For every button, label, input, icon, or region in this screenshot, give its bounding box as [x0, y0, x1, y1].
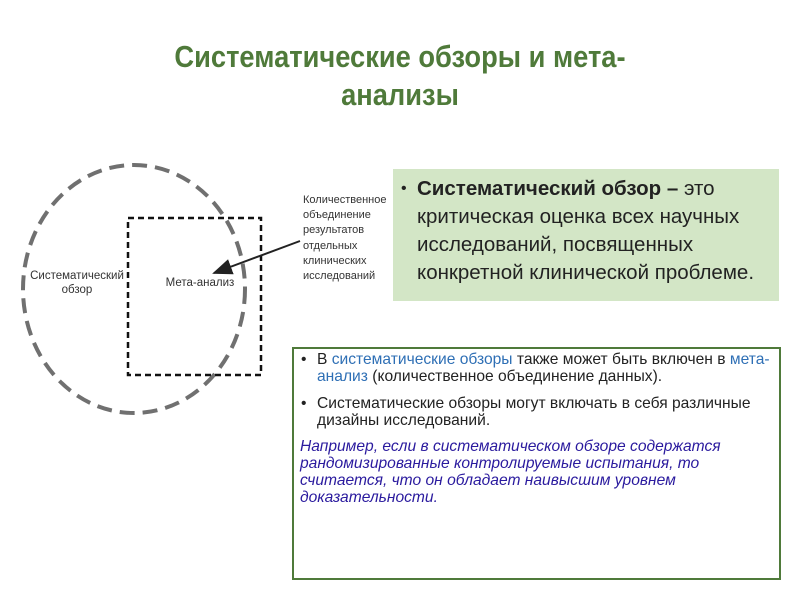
definition-term: Систематический обзор – — [417, 177, 679, 200]
bullet-2-text: Систематические обзоры могут включать в себя различные дизайны исследований. — [317, 395, 751, 429]
bullet-1-text-c: (количественное объединение данных). — [367, 368, 663, 385]
slide-title: Систематические обзоры и мета-анализы — [174, 39, 626, 112]
bullet-icon: • — [401, 180, 407, 197]
info-bullet-2 — [300, 395, 771, 429]
quantitative-pooling-label: Количественное объединение результатов отдельных клинических исследований — [303, 194, 387, 283]
meta-analysis-box — [128, 218, 261, 375]
systematic-review-label: Систематический обзор — [30, 270, 124, 296]
meta-analysis-highlight: мета-анализ — [317, 351, 770, 385]
bullet-1-text-a: В — [317, 351, 332, 368]
definition-item — [399, 175, 769, 287]
systematic-reviews-highlight: систематические обзоры — [331, 351, 513, 368]
definition-box — [393, 169, 779, 301]
bullet-icon: • — [301, 395, 307, 412]
meta-analysis-label: Мета-анализ — [165, 277, 235, 289]
info-box — [292, 347, 781, 580]
arrow — [214, 241, 300, 273]
example-text: Например, если в систематическом обзоре содержатся рандомизированные контролируемые испытания, то считается, что он обладает наивысшим уровнем доказательности. — [300, 438, 721, 506]
bullet-icon: • — [301, 351, 307, 368]
info-bullet-1 — [300, 351, 771, 385]
bullet-1-text-b: также может быть включен в — [512, 351, 730, 368]
definition-text: это критическая оценка всех научных исследований, посвященных конкретной клинической проблеме. — [417, 177, 755, 284]
